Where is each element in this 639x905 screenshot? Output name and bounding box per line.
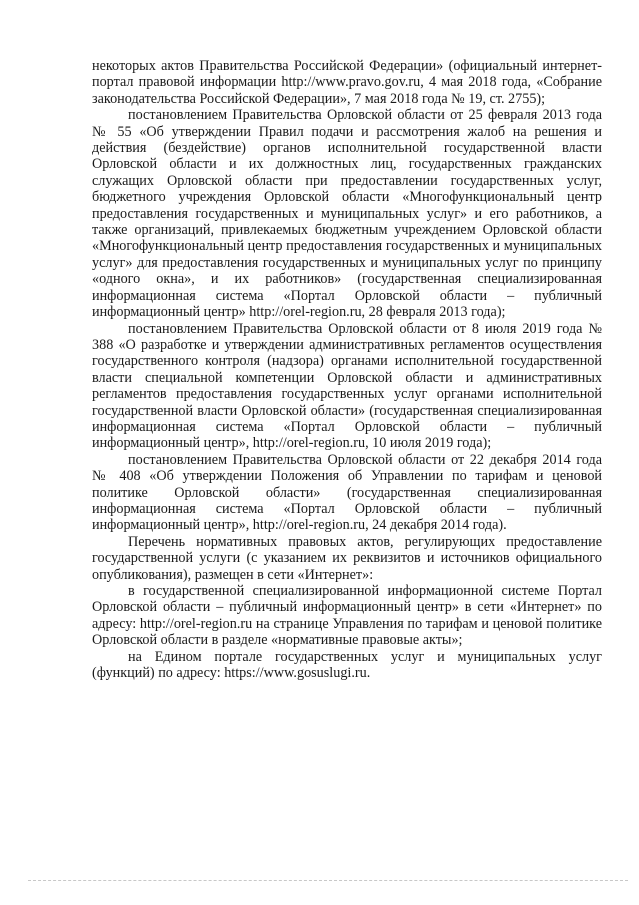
document-body xyxy=(92,58,602,681)
paragraph-decree-408: постановлением Правительства Орловской области от 22 декабря 2014 года № 408 «Об утверждении Положения об Управлении по тарифам и ценовой политике Орловской области» (государственная специализированная информационная система «Портал Орловской области – публичный информационный центр», http://orel-region.ru, 24 декабря 2014 года). xyxy=(92,451,602,534)
paragraph-decree-388: постановлением Правительства Орловской области от 8 июля 2019 года № 388 «О разработке и утверждении административных регламентов осуществления государственного контроля (надзора) органами исполнительной государственной власти специальной компетенции Орловской области и административных регламентов предоставления государственных услуг органами исполнительной государственной власти Орловской области» (государственная специализированная информационная система «Портал Орловской области – публичный информационный центр», http://orel-region.ru, 10 июля 2019 года); xyxy=(92,320,602,452)
paragraph-continuation: некоторых актов Правительства Российской Федерации» (официальный интернет-портал правовой информации http://www.pravo.gov.ru, 4 мая 2018 года, «Собрание законодательства Российской Федерации», 7 мая 2018 года № 19, ст. 2755); xyxy=(92,58,602,107)
scan-edge-line xyxy=(28,880,628,881)
paragraph-portal-orel: в государственной специализированной информационной системе Портал Орловской области – публичный информационный центр» в сети «Интернет» по адресу: http://orel-region.ru на странице Управления по тарифам и ценовой политике Орловской области в разделе «нормативные правовые акты»; xyxy=(92,583,602,649)
paragraph-portal-gosuslugi: на Едином портале государственных услуг и муниципальных услуг (функций) по адресу: https://www.gosuslugi.ru. xyxy=(92,648,602,682)
paragraph-decree-55: постановлением Правительства Орловской области от 25 февраля 2013 года № 55 «Об утверждении Правил подачи и рассмотрения жалоб на решения и действия (бездействие) органов исполнительной государственной власти Орловской области и их должностных лиц, государственных гражданских служащих Орловской области при предоставлении государственных услуг, бюджетного учреждения Орловской области «Многофункциональный центр предоставления государственных и муниципальных услуг» и его работников, а также организаций, привлекаемых бюджетным учреждением Орловской области «Многофункциональный центр предоставления государственных и муниципальных услуг» для предоставления государственных и муниципальных услуг по принципу «одного окна», и их работников» (государственная специализированная информационная система «Портал Орловской области – публичный информационный центр» http://orel-region.ru, 28 февраля 2013 года); xyxy=(92,107,602,321)
paragraph-list-intro: Перечень нормативных правовых актов, регулирующих предоставление государственной услуги (с указанием их реквизитов и источников официального опубликования), размещен в сети «Интернет»: xyxy=(92,533,602,583)
